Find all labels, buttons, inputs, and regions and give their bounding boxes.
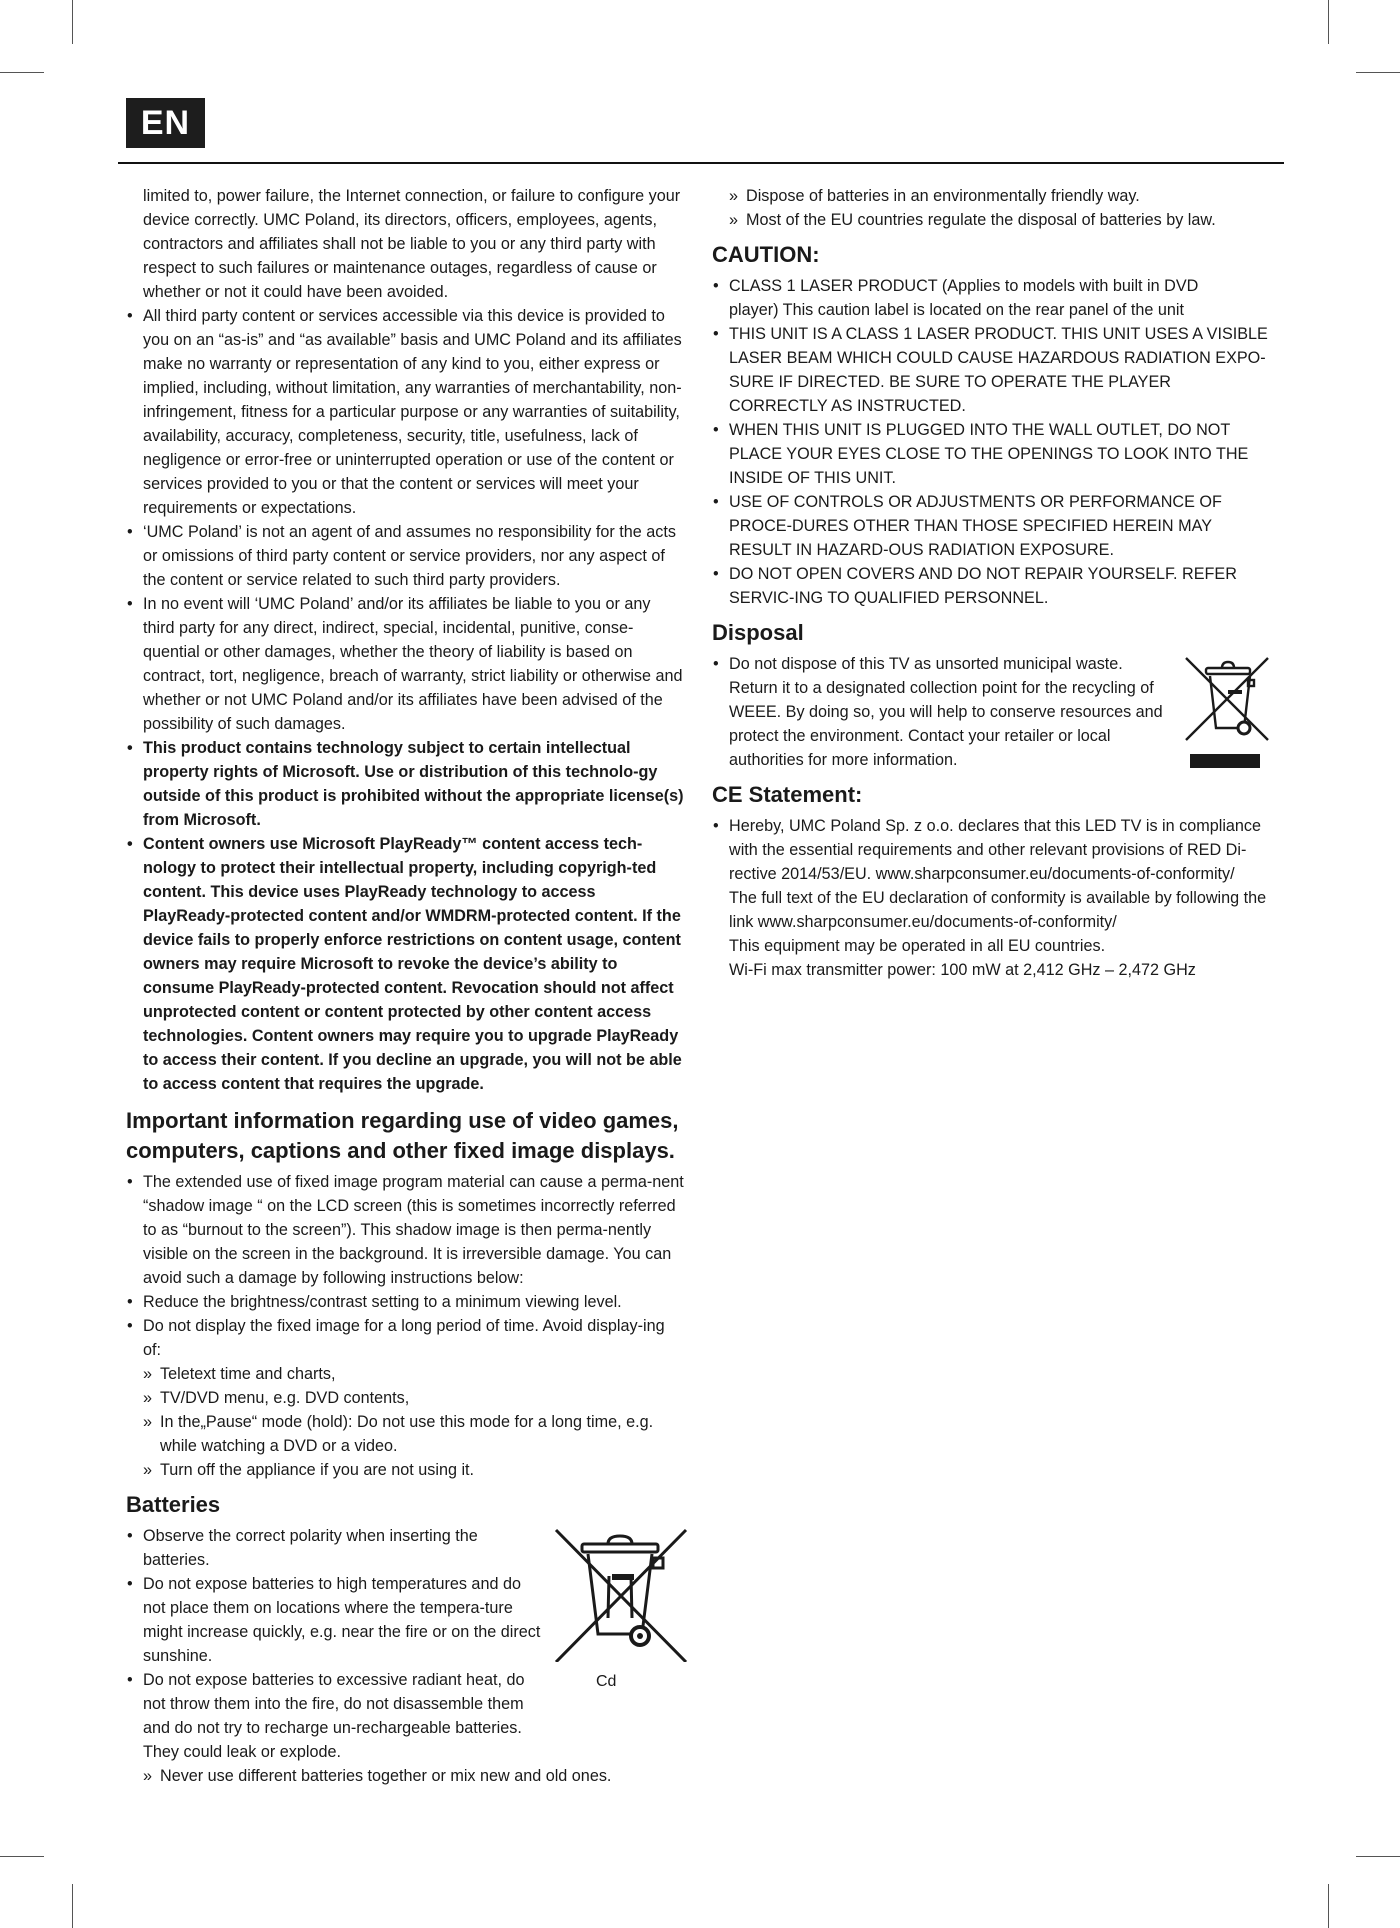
list-item: • Do not expose batteries to high temperatures and do not place them on locations where the tempera-ture might increase quickly, e.g. near the fire or on the direct sunshine. [126, 1572, 541, 1668]
list-item: • The extended use of fixed image program material can cause a perma-nent “shadow image “ on the LCD screen (this is sometimes incorrectly referred to as “burnout to the screen”). This shadow image is then perma-nently visible on the screen in the background. It is irreversible damage. You can avoid such a damage by following instructions below: [126, 1170, 686, 1290]
sub-list-item: » Never use different batteries together or mix new and old ones. [143, 1764, 686, 1788]
header-rule [118, 162, 1284, 164]
disposal-list [712, 652, 1172, 772]
list-item: • CLASS 1 LASER PRODUCT (Applies to models with built in DVD player) This caution label is located on the rear panel of the unit [712, 274, 1272, 322]
list-item: • Reduce the brightness/contrast setting to a minimum viewing level. [126, 1290, 686, 1314]
right-column [712, 184, 1272, 982]
sub-list-item: » Most of the EU countries regulate the disposal of batteries by law. [729, 208, 1272, 232]
list-item: • THIS UNIT IS A CLASS 1 LASER PRODUCT. THIS UNIT USES A VISIBLE LASER BEAM WHICH COULD CAUSE HAZARDOUS RADIATION EXPO-SURE IF DIRECTED. BE SURE TO OPERATE THE PLAYER CORRECTLY AS INSTRUCTED. [712, 322, 1272, 418]
crop-mark [1356, 1856, 1400, 1857]
crop-mark [0, 72, 44, 73]
ce-line: • Hereby, UMC Poland Sp. z o.o. declares that this LED TV is in compliance with the essential requirements and other relevant provisions of RED Di-rective 2014/53/EU. www.sharpconsumer.eu/documents-of-conformity/ [729, 817, 1262, 883]
list-item: • Do not dispose of this TV as unsorted municipal waste. Return it to a designated collection point for the recycling of WEEE. By doing so, you will help to conserve resources and protect the environment. Contact your retailer or local authorities for more information. [712, 652, 1172, 772]
intro-paragraph: limited to, power failure, the Internet connection, or failure to configure your device correctly. UMC Poland, its directors, officers, employees, agents, contractors and affiliates shall not be liable to you or any third party with respect to such failures or maintenance outages, regardless of cause or whether or not it could have been avoided. [143, 187, 681, 301]
crop-mark [1356, 72, 1400, 73]
sub-list-item: » In the„Pause“ mode (hold): Do not use this mode for a long time, e.g. while watching a DVD or a video. [143, 1410, 686, 1458]
important-sub-list [126, 1362, 686, 1482]
batteries-list [126, 1524, 541, 1764]
left-column [126, 184, 686, 1788]
crop-mark [72, 1884, 73, 1928]
crop-mark [0, 1856, 44, 1857]
list-item: • Do not display the fixed image for a long period of time. Avoid display-ing of: [126, 1314, 686, 1362]
important-list [126, 1170, 686, 1362]
sub-list-item: » Turn off the appliance if you are not using it. [143, 1458, 686, 1482]
ce-line: This equipment may be operated in all EU countries. [729, 937, 1106, 955]
weee-bin-icon [1184, 654, 1272, 770]
batteries-section [126, 1524, 686, 1788]
crop-mark [1328, 1884, 1329, 1928]
sub-list-item: » Dispose of batteries in an environmentally friendly way. [729, 184, 1272, 208]
list-item: • DO NOT OPEN COVERS AND DO NOT REPAIR YOURSELF. REFER SERVIC-ING TO QUALIFIED PERSONNEL. [712, 562, 1272, 610]
sub-list-item: » TV/DVD menu, e.g. DVD contents, [143, 1386, 686, 1410]
batteries-heading: Batteries [126, 1492, 221, 1517]
list-item: • WHEN THIS UNIT IS PLUGGED INTO THE WALL OUTLET, DO NOT PLACE YOUR EYES CLOSE TO THE OPENINGS TO LOOK INTO THE INSIDE OF THIS UNIT. [712, 418, 1272, 490]
caution-heading: CAUTION: [712, 242, 820, 267]
important-heading: Important information regarding use of video games, computers, captions and other fixed image displays. [126, 1108, 679, 1163]
sub-list-item: » Teletext time and charts, [143, 1362, 686, 1386]
list-item: • ‘UMC Poland’ is not an agent of and assumes no responsibility for the acts or omissions of third party content or service providers, nor any aspect of the content or service related to such third party providers. [126, 520, 686, 592]
list-item: • All third party content or services accessible via this device is provided to you on an “as-is” and “as available” basis and UMC Poland and its affiliates make no warranty or representation of any kind to you, either express or implied, including, without limitation, any warranties of merchantability, non-infringement, fitness for a particular purpose or any warranties of suitability, availability, accuracy, completeness, security, title, usefulness, lack of negligence or error-free or uninterrupted operation or use of the content or services provided to you or that the content or services will meet your requirements or expectations. [126, 304, 686, 520]
list-item: • This product contains technology subject to certain intellectual property rights of Microsoft. Use or distribution of this technolo-gy outside of this product is prohibited without the appropriate license(s) from Microsoft. [126, 736, 686, 832]
caution-list [712, 274, 1272, 610]
disposal-heading: Disposal [712, 620, 804, 645]
crossed-bin-cd-icon [552, 1526, 692, 1662]
disposal-sub-list [712, 184, 1272, 232]
crop-mark [1328, 0, 1329, 44]
list-item: • Observe the correct polarity when inserting the batteries. [126, 1524, 541, 1572]
terms-list [126, 304, 686, 1096]
cd-label: Cd [596, 1673, 617, 1690]
list-item: • USE OF CONTROLS OR ADJUSTMENTS OR PERFORMANCE OF PROCE-DURES OTHER THAN THOSE SPECIFIED HEREIN MAY RESULT IN HAZARD-OUS RADIATION EXPOSURE. [712, 490, 1272, 562]
ce-list [712, 814, 1272, 982]
list-item: • In no event will ‘UMC Poland’ and/or its affiliates be liable to you or any third party for any direct, indirect, special, incidental, punitive, conse-quential or other damages, whether the theory of liability is based on contract, tort, negligence, breach of warranty, strict liability or otherwise and whether or not UMC Poland and/or its affiliates have been advised of the possibility of such damages. [126, 592, 686, 736]
ce-line: The full text of the EU declaration of conformity is available by following the link www.sharpconsumer.eu/documents-of-conformity/ [729, 889, 1267, 931]
crop-mark [72, 0, 73, 44]
ce-line: Wi-Fi max transmitter power: 100 mW at 2,412 GHz – 2,472 GHz [729, 961, 1196, 979]
disposal-section [712, 652, 1272, 772]
ce-statement [712, 814, 1272, 982]
list-item: • Content owners use Microsoft PlayReady™ content access tech-nology to protect their intellectual property, including copyrigh-ted content. This device uses PlayReady technology to access PlayReady-protected content and/or WMDRM-protected content. If the device fails to properly enforce restrictions on content usage, content owners may require Microsoft to revoke the device’s ability to consume PlayReady-protected content. Revocation should not affect unprotected content or content protected by other content access technologies. Content owners may require you to upgrade PlayReady to access their content. If you decline an upgrade, you will not be able to access content that requires the upgrade. [126, 832, 686, 1096]
ce-heading: CE Statement: [712, 782, 863, 807]
batteries-sub-list [126, 1764, 686, 1788]
list-item: • Do not expose batteries to excessive radiant heat, do not throw them into the fire, do not disassemble them and do not try to recharge un-rechargeable batteries. They could leak or explode. [126, 1668, 541, 1764]
language-badge: EN [126, 98, 205, 148]
